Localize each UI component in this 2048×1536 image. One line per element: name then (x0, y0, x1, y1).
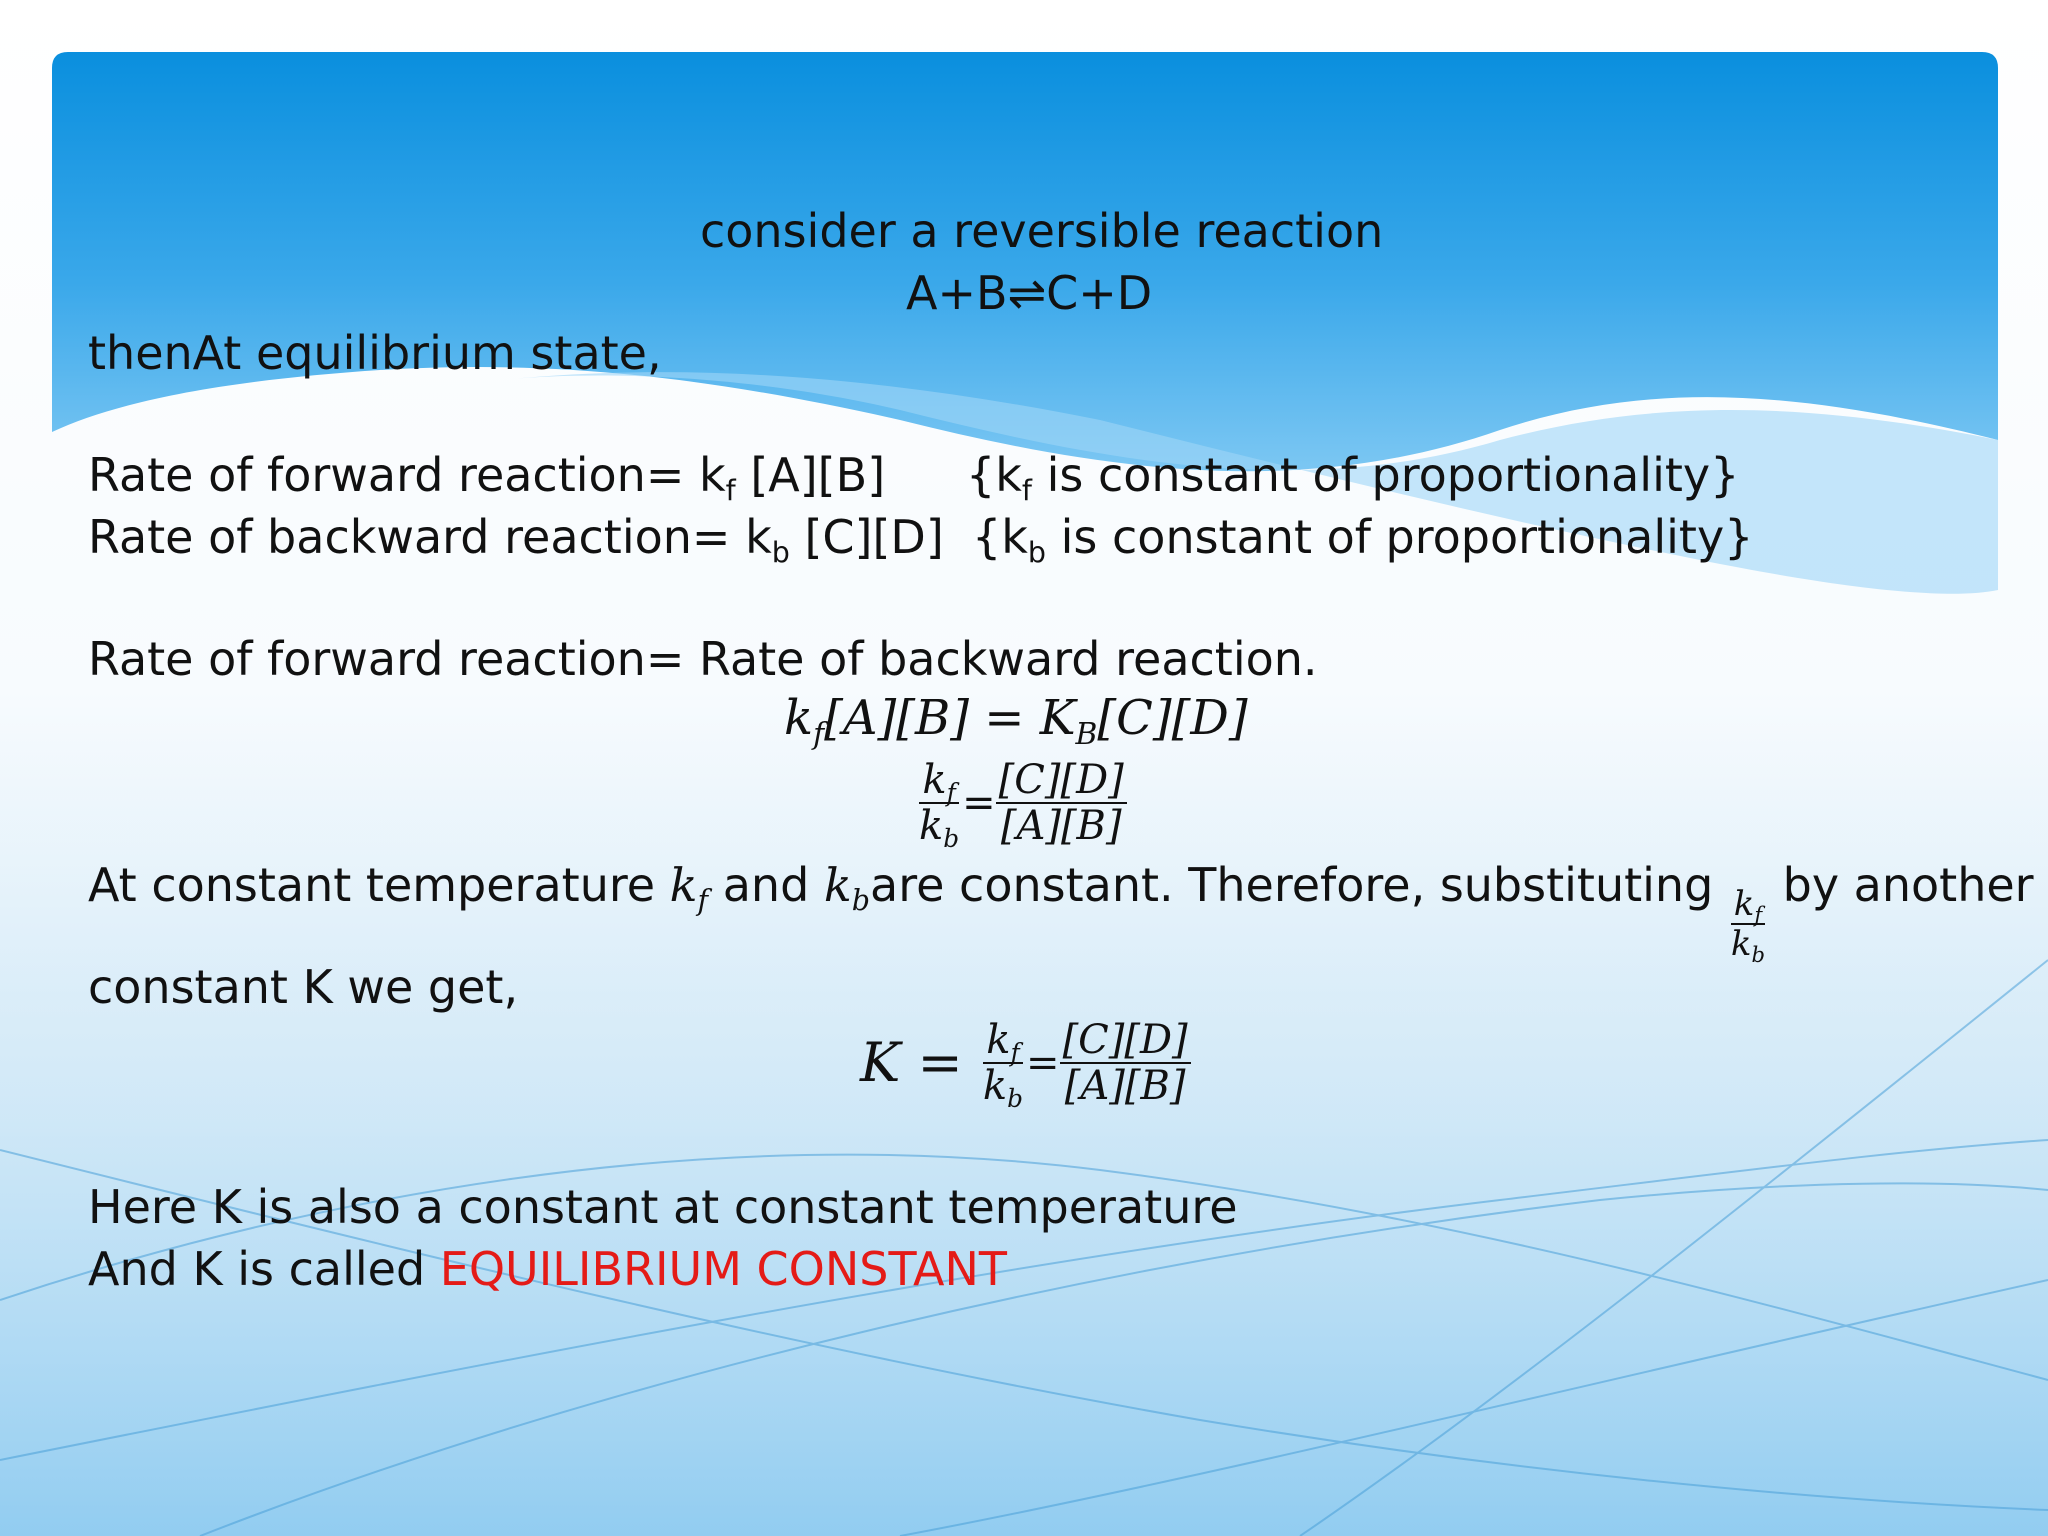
intro-text: consider a reversible reaction (700, 204, 1384, 258)
equilibrium-constant-term: EQUILIBRIUM CONSTANT (439, 1242, 1007, 1296)
equation-3: K = $\frac{kf}{kb}$ = $\frac{[C][D]}{[A][B]}$ (860, 1020, 1191, 1106)
backward-note: {kb is constant of proportionality} (972, 510, 1754, 570)
constant-statement: Here K is also a constant at constant temperature (88, 1180, 1238, 1234)
forward-rate-line: Rate of forward reaction= kf [A][B] (88, 448, 886, 508)
kf-over-kb-inline-fraction: $\frac{kf}{kb}$ (1730, 884, 1766, 967)
k-concentration-fraction: $\frac{[C][D]}{[A][B]}$ (1060, 1020, 1191, 1106)
equilibrium-line: thenAt equilibrium state, (88, 326, 662, 380)
equilibrium-constant-line: And K is called EQUILIBRIUM CONSTANT (88, 1242, 1007, 1296)
kf-over-kb-fraction: $\frac{kf}{kb}$ (919, 757, 960, 853)
backward-rate-line: Rate of backward reaction= kb [C][D] (88, 510, 944, 570)
reaction-equation: A+B⇌C+D (906, 266, 1153, 320)
rates-equal-line: Rate of forward reaction= Rate of backward reaction. (88, 632, 1318, 686)
k-fraction: $\frac{kf}{kb}$ (982, 1017, 1024, 1113)
equation-1: kf[A][B] = KB[C][D] (784, 690, 1248, 752)
constant-k-line: constant K we get, (88, 960, 519, 1014)
forward-note: {kf is constant of proportionality} (966, 448, 1740, 508)
constant-temperature-line: At constant temperature kf and kbare constant. Therefore, substituting $\frac{kf}{kb}$ by another (88, 858, 2034, 967)
concentration-fraction: $\frac{[C][D]}{[A][B]}$ (996, 760, 1127, 846)
equation-2: $\frac{kf}{kb}$ = $\frac{[C][D]}{[A][B]}$ (916, 760, 1127, 846)
